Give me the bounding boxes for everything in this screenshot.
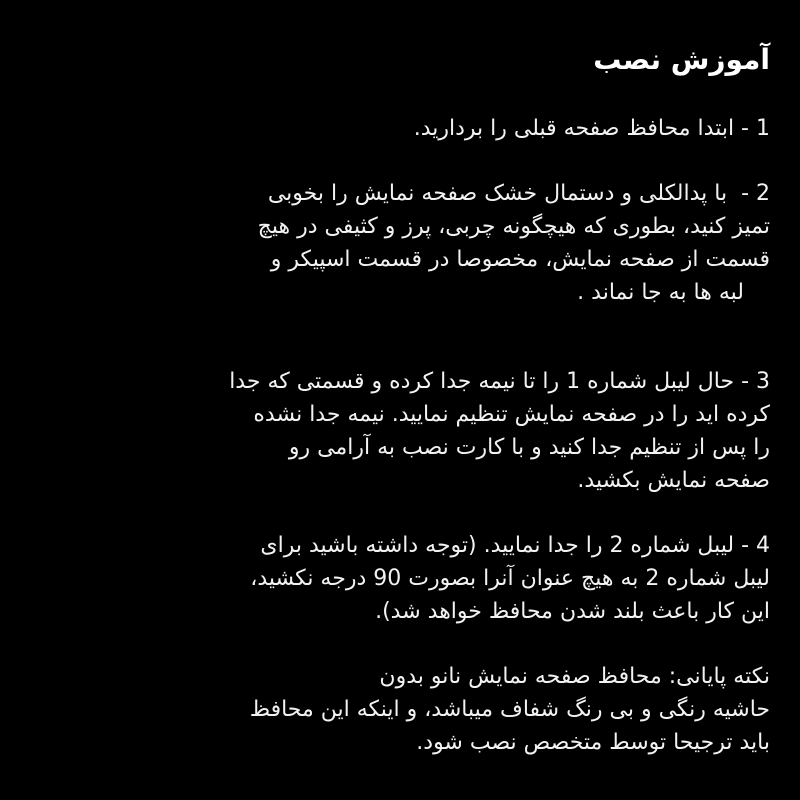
paragraph-final-note xyxy=(30,660,770,759)
paragraph-step-4 xyxy=(30,529,770,628)
text-line: باید ترجیحا توسط متخصص نصب شود. xyxy=(416,730,770,755)
text-line: این کار باعث بلند شدن محافظ خواهد شد). xyxy=(375,599,770,624)
text-line: 3 - حال لیبل شماره 1 را تا نیمه جدا کرده و قسمتی که جدا xyxy=(229,369,770,394)
paragraph-step-2 xyxy=(30,177,770,309)
text-line: 2 - با پدالکلی و دستمال خشک صفحه نمایش را بخوبی xyxy=(267,181,770,206)
text-line: قسمت از صفحه نمایش، مخصوصا در قسمت اسپیکر و xyxy=(270,247,770,272)
paragraph-step-3 xyxy=(30,365,770,497)
text-line: حاشیه رنگی و بی رنگ شفاف میباشد، و اینکه این محافظ xyxy=(249,697,770,722)
text-line: لبه ها به جا نماند . xyxy=(577,280,744,305)
text-line: تمیز کنید، بطوری که هیچگونه چربی، پرز و کثیفی در هیچ xyxy=(257,214,770,239)
text-line: 1 - ابتدا محافظ صفحه قبلی را بردارید. xyxy=(413,116,770,141)
text-line: 4 - لیبل شماره 2 را جدا نمایید. (توجه داشته باشید برای xyxy=(260,533,770,558)
paragraph-step-1 xyxy=(30,112,770,145)
text-line: لیبل شماره 2 به هیچ عنوان آنرا بصورت 90 درجه نکشید، xyxy=(250,566,770,591)
text-line: کرده اید را در صفحه نمایش تنظیم نمایید. نیمه جدا نشده xyxy=(253,402,770,427)
text-line: صفحه نمایش بکشید. xyxy=(577,468,770,493)
page-title: آموزش نصب xyxy=(593,43,770,76)
text-line: را پس از تنظیم جدا کنید و با کارت نصب به آرامی رو xyxy=(288,435,770,460)
text-line: نکته پایانی: محافظ صفحه نمایش نانو بدون xyxy=(379,664,770,689)
